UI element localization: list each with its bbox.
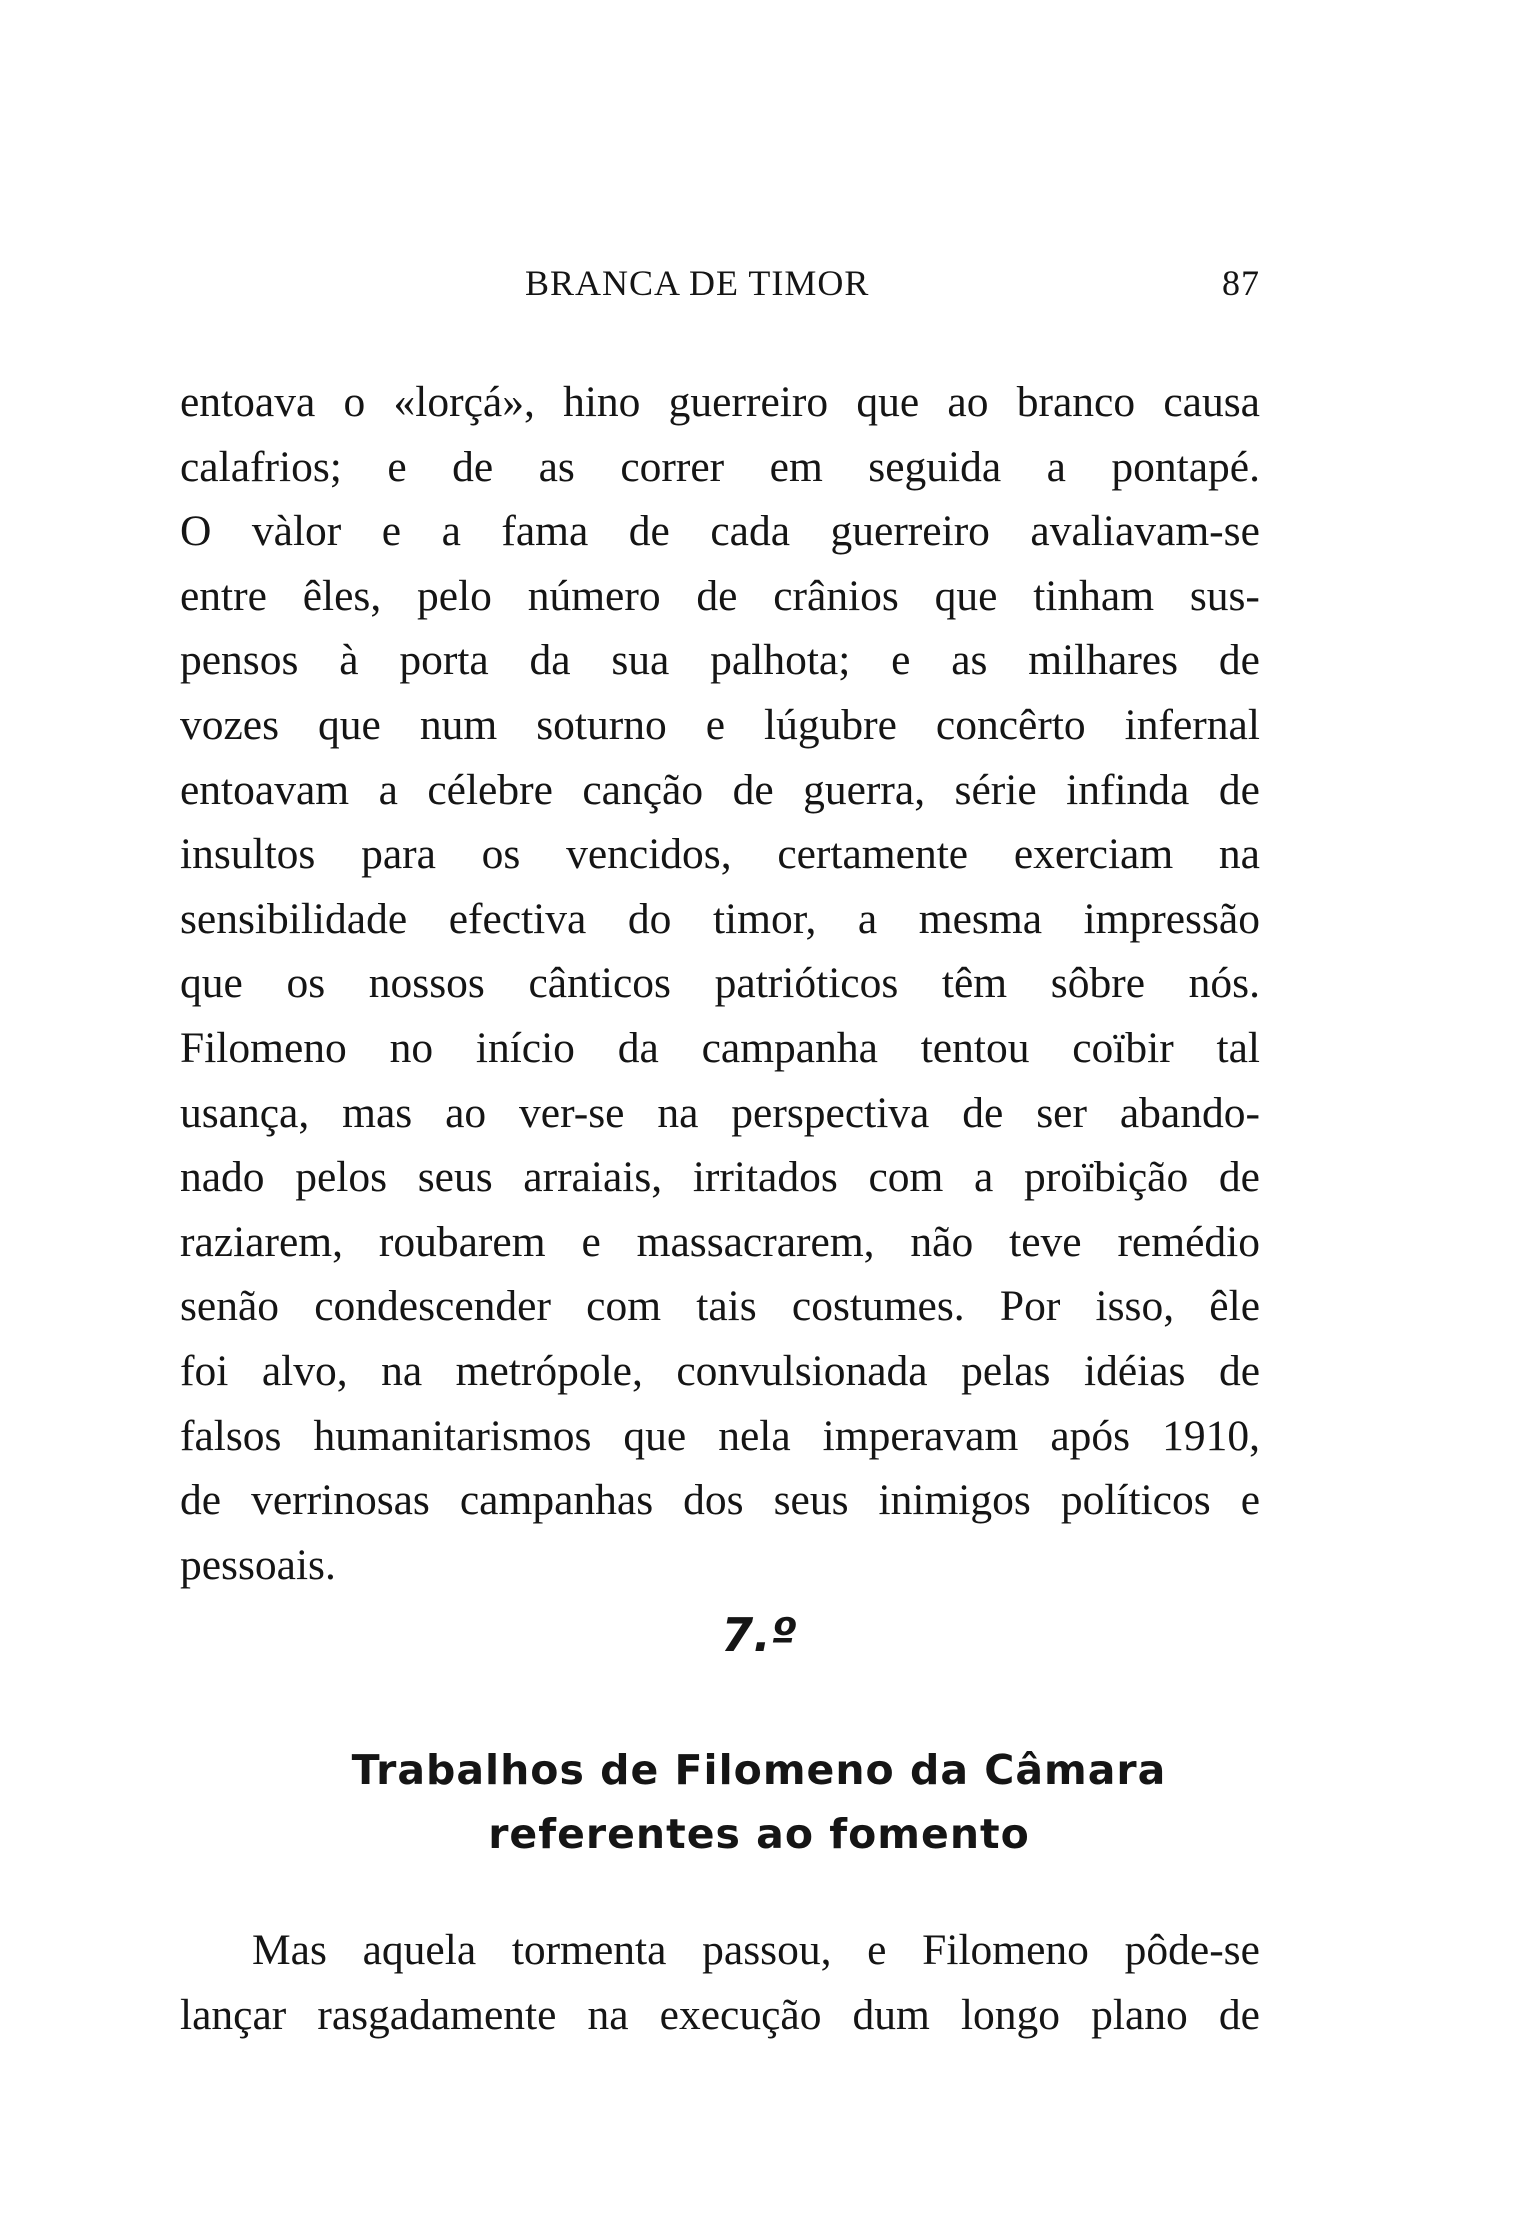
word: seus [417,1153,493,1202]
word: que [856,378,920,426]
word: massacrarem, [636,1217,875,1266]
paragraph-1 [180,370,1260,1597]
word: não [910,1217,974,1266]
text-line [180,951,1260,1016]
word: que [934,571,998,620]
word: infinda [1066,765,1190,814]
word: a [1046,442,1066,491]
word: que [623,1411,687,1460]
word: inimigos [878,1476,1031,1525]
word: exerciam [1013,830,1174,879]
word: vàlor [251,507,342,556]
text-line [180,1081,1260,1146]
word: foi [180,1346,229,1395]
word: patrióticos [714,959,899,1008]
word: e [891,636,911,685]
word: no [389,1023,434,1072]
text-line [180,1145,1260,1210]
word: nela [718,1411,791,1460]
word: palhota; [710,636,851,685]
word: plano [1091,1990,1188,2039]
word: os [286,959,326,1008]
word: verrinosas [251,1476,430,1525]
word: tais [696,1282,757,1331]
word: remédio [1117,1217,1260,1266]
word: após [1050,1411,1131,1460]
word: falsos [180,1411,282,1460]
word: branco [1016,378,1136,426]
text-line [180,822,1260,887]
word: Por [999,1282,1061,1331]
word: de [628,507,670,556]
word: que [180,959,243,1008]
word: a [974,1153,994,1202]
word: isso, [1095,1282,1175,1331]
word: ser [1036,1088,1087,1137]
word: lúgubre [764,700,897,749]
word: pelo [417,571,492,620]
word: num [419,700,498,749]
word: longo [960,1990,1061,2039]
word: convulsionada [676,1346,928,1395]
paragraph-2 [180,1918,1260,2047]
word: canção [582,765,704,814]
word: tinham [1033,571,1155,620]
word: O [180,507,212,556]
word: e [381,507,402,556]
word: infernal [1124,700,1260,749]
word: tormenta [511,1926,667,1974]
word: a [857,894,878,943]
text-line [180,370,1260,435]
word: impressão [1083,894,1260,943]
word: de [180,1476,222,1525]
word: sensibilidade [180,894,408,943]
text-line [180,1918,1260,1983]
text-line [180,693,1260,758]
word: de [696,571,738,620]
word: hino [563,378,641,426]
text-line [180,758,1260,823]
word: à [339,636,359,685]
word: dum [852,1990,930,2039]
section-title [0,1738,1518,1866]
word: calafrios; [180,442,342,491]
word: na [587,1990,629,2039]
word: e [1240,1476,1260,1525]
word: pelas [961,1346,1051,1395]
word: os [481,830,521,879]
word: efectiva [448,894,587,943]
word: porta [399,636,489,685]
word: para [361,830,436,879]
word: causa [1163,378,1260,426]
word: timor, [712,894,817,943]
word: fama [501,507,589,556]
word: ao [445,1088,487,1137]
section-number: 7.º [721,1608,797,1662]
word: passou, [702,1926,832,1974]
word: sus- [1189,571,1260,620]
word: roubarem [378,1217,546,1266]
word: na [1218,830,1260,879]
word: insultos [180,830,316,879]
running-title: BRANCA DE TIMOR [525,263,870,303]
word: 1910, [1162,1411,1260,1460]
text-line [180,1468,1260,1533]
text-line: pessoais. [180,1540,336,1589]
word: em [769,442,823,491]
word: a [441,507,461,556]
section-title-line-2: referentes ao fomento [488,1810,1030,1858]
word: políticos [1060,1476,1211,1525]
word: crânios [773,571,899,620]
word: início [475,1023,575,1072]
word: abando- [1119,1088,1260,1137]
word: tal [1216,1023,1260,1072]
word: mesma [918,894,1042,943]
word: metrópole, [455,1346,643,1395]
word: soturno [536,700,667,749]
text-line [180,1274,1260,1339]
word: dos [683,1476,744,1525]
word: proïbição [1023,1153,1189,1202]
word: entoavam [180,765,350,814]
word: teve [1009,1217,1082,1266]
word: sôbre [1050,959,1146,1008]
word: entoava [180,378,316,426]
text-line [180,628,1260,693]
word: concêrto [935,700,1086,749]
word: as [951,636,988,685]
word: de [452,442,494,491]
text-line [180,435,1260,500]
word: usança, [180,1088,310,1137]
word: nado [180,1153,265,1202]
running-header [180,262,1260,308]
word: idéias [1083,1346,1186,1395]
word: pôde-se [1124,1926,1260,1974]
word: pelos [295,1153,388,1202]
word: seus [773,1476,849,1525]
word: série [954,765,1037,814]
word: êles, [302,571,382,620]
word: rasgadamente [317,1990,557,2039]
word: cânticos [528,959,671,1008]
word: cada [710,507,791,556]
word: de [1218,1990,1260,2039]
word: nós. [1188,959,1260,1008]
word: nossos [368,959,485,1008]
word: na [381,1346,423,1395]
word: «lorçá», [393,378,535,426]
word: Filomeno [180,1023,347,1072]
word: da [529,636,571,685]
word: e [867,1926,887,1974]
word: guerreiro [830,507,990,556]
word: de [1218,1153,1260,1202]
word: com [868,1153,944,1202]
word: mas [342,1088,413,1137]
word: entre [180,571,267,620]
word: e [705,700,726,749]
word: coïbir [1072,1023,1174,1072]
word: Mas [252,1926,327,1974]
word: da [617,1023,659,1072]
word: número [527,571,661,620]
word: sua [611,636,670,685]
word: humanitarismos [313,1411,592,1460]
page-number: 87 [1222,263,1260,303]
word: de [732,765,774,814]
word: campanhas [459,1476,654,1525]
word: êle [1209,1282,1260,1331]
word: raziarem, [180,1217,343,1266]
word: do [627,894,672,943]
word: arraiais, [523,1153,663,1202]
word: de [1218,636,1260,685]
word: Filomeno [922,1926,1089,1974]
word: avaliavam-se [1030,507,1260,556]
word: ver-se [519,1088,625,1137]
word: de [1218,765,1260,814]
word: pontapé. [1111,442,1260,491]
word: aquela [362,1926,477,1974]
word: a [378,765,398,814]
text-line [180,1016,1260,1081]
word: seguida [868,442,1002,491]
word: senão [180,1282,280,1331]
word: condescender [314,1282,551,1331]
text-line [180,564,1260,629]
text-line [180,887,1260,952]
word: costumes. [791,1282,965,1331]
word: de [1218,1346,1260,1395]
text-line [180,499,1260,564]
word: tentou [920,1023,1030,1072]
word: execução [659,1990,822,2039]
word: e [581,1217,601,1266]
word: imperavam [822,1411,1019,1460]
text-line [180,1404,1260,1469]
word: na [657,1088,699,1137]
word: de [962,1088,1004,1137]
word: ao [947,378,989,426]
word: certamente [777,830,969,879]
word: lançar [180,1990,287,2039]
word: campanha [701,1023,878,1072]
word: o [343,378,366,426]
word: guerreiro [668,378,829,426]
section-title-line-1: Trabalhos de Filomeno da Câmara [351,1746,1167,1794]
word: célebre [427,765,553,814]
word: correr [620,442,725,491]
text-line [180,1210,1260,1275]
word: irritados [692,1153,838,1202]
word: e [387,442,407,491]
word: vencidos, [566,830,732,879]
word: perspectiva [731,1088,930,1137]
word: milhares [1028,636,1179,685]
word: com [586,1282,662,1331]
word: alvo, [261,1346,348,1395]
word: guerra, [803,765,926,814]
word: as [538,442,575,491]
word: têm [941,959,1008,1008]
word: pensos [180,636,299,685]
word: vozes [180,700,280,749]
text-line [180,1983,1260,2048]
word: que [318,700,381,749]
text-line [180,1339,1260,1404]
